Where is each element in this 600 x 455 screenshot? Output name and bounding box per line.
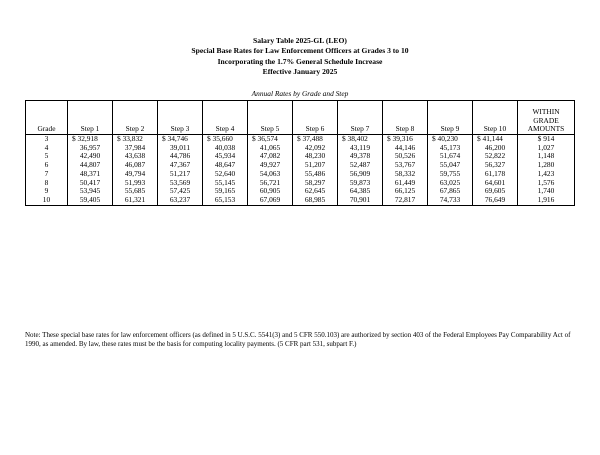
step-9-cell: 59,755 bbox=[428, 170, 473, 179]
step-8-header: Step 8 bbox=[383, 101, 428, 135]
step-2-cell: 55,685 bbox=[113, 187, 158, 196]
step-1-cell: $ 32,918 bbox=[68, 135, 113, 144]
step-1-cell: 42,490 bbox=[68, 152, 113, 161]
step-6-cell: 55,486 bbox=[293, 170, 338, 179]
header-line-4: Effective January 2025 bbox=[262, 67, 338, 77]
within-grade-amounts-header: WITHIN GRADE AMOUNTS bbox=[518, 101, 575, 135]
step-7-cell: $ 38,402 bbox=[338, 135, 383, 144]
step-3-cell: 57,425 bbox=[158, 187, 203, 196]
step-6-cell: 42,092 bbox=[293, 144, 338, 153]
step-3-cell: 53,569 bbox=[158, 179, 203, 188]
grade-cell: 9 bbox=[26, 187, 68, 196]
step-10-cell: 61,178 bbox=[473, 170, 518, 179]
step-9-cell: $ 40,230 bbox=[428, 135, 473, 144]
step-1-cell: 50,417 bbox=[68, 179, 113, 188]
step-9-cell: 51,674 bbox=[428, 152, 473, 161]
step-3-cell: $ 34,746 bbox=[158, 135, 203, 144]
step-9-header: Step 9 bbox=[428, 101, 473, 135]
grade-cell: 10 bbox=[26, 196, 68, 205]
step-1-cell: 59,405 bbox=[68, 196, 113, 205]
step-5-cell: 47,082 bbox=[248, 152, 293, 161]
grade-cell: 8 bbox=[26, 179, 68, 188]
within-grade-amount-cell: 1,423 bbox=[518, 170, 575, 179]
page-title: Salary Table 2025-GL (LEO) bbox=[253, 36, 347, 45]
step-7-cell: 64,385 bbox=[338, 187, 383, 196]
step-6-cell: 68,985 bbox=[293, 196, 338, 205]
step-4-cell: 59,165 bbox=[203, 187, 248, 196]
step-9-cell: 67,865 bbox=[428, 187, 473, 196]
table-subtitle: Annual Rates by Grade and Step bbox=[251, 89, 349, 98]
step-8-cell: 50,526 bbox=[383, 152, 428, 161]
within-grade-amount-cell: 1,576 bbox=[518, 179, 575, 188]
step-2-cell: 51,993 bbox=[113, 179, 158, 188]
step-5-cell: 67,069 bbox=[248, 196, 293, 205]
step-10-cell: 52,822 bbox=[473, 152, 518, 161]
step-6-header: Step 6 bbox=[293, 101, 338, 135]
step-8-cell: 61,449 bbox=[383, 179, 428, 188]
step-10-cell: 69,605 bbox=[473, 187, 518, 196]
step-6-cell: 51,207 bbox=[293, 161, 338, 170]
step-5-header: Step 5 bbox=[248, 101, 293, 135]
step-7-cell: 52,487 bbox=[338, 161, 383, 170]
within-grade-amount-cell: 1,916 bbox=[518, 196, 575, 205]
step-8-cell: 72,817 bbox=[383, 196, 428, 205]
step-4-cell: 48,647 bbox=[203, 161, 248, 170]
step-6-cell: $ 37,488 bbox=[293, 135, 338, 144]
step-4-cell: 65,153 bbox=[203, 196, 248, 205]
step-1-header: Step 1 bbox=[68, 101, 113, 135]
step-3-cell: 63,237 bbox=[158, 196, 203, 205]
step-4-cell: 45,934 bbox=[203, 152, 248, 161]
table-row bbox=[26, 196, 575, 205]
step-7-cell: 70,901 bbox=[338, 196, 383, 205]
grade-cell: 6 bbox=[26, 161, 68, 170]
within-grade-amount-cell: 1,027 bbox=[518, 144, 575, 153]
step-5-cell: 49,927 bbox=[248, 161, 293, 170]
step-10-cell: 64,601 bbox=[473, 179, 518, 188]
header-line-3: Incorporating the 1.7% General Schedule Increase bbox=[217, 56, 383, 66]
step-4-cell: 55,145 bbox=[203, 179, 248, 188]
step-8-cell: 44,146 bbox=[383, 144, 428, 153]
step-6-cell: 62,645 bbox=[293, 187, 338, 196]
step-10-cell: 46,200 bbox=[473, 144, 518, 153]
within-grade-amount-cell: 1,740 bbox=[518, 187, 575, 196]
step-2-cell: 61,321 bbox=[113, 196, 158, 205]
step-2-header: Step 2 bbox=[113, 101, 158, 135]
step-5-cell: 56,721 bbox=[248, 179, 293, 188]
step-7-cell: 49,378 bbox=[338, 152, 383, 161]
step-3-cell: 44,786 bbox=[158, 152, 203, 161]
step-3-cell: 39,011 bbox=[158, 144, 203, 153]
header-row bbox=[26, 101, 575, 135]
step-4-cell: $ 35,660 bbox=[203, 135, 248, 144]
step-3-cell: 47,367 bbox=[158, 161, 203, 170]
step-6-cell: 48,230 bbox=[293, 152, 338, 161]
step-10-cell: $ 41,144 bbox=[473, 135, 518, 144]
step-1-cell: 36,957 bbox=[68, 144, 113, 153]
step-9-cell: 74,733 bbox=[428, 196, 473, 205]
step-5-cell: 41,065 bbox=[248, 144, 293, 153]
step-4-header: Step 4 bbox=[203, 101, 248, 135]
table-body bbox=[26, 135, 575, 206]
step-5-cell: 54,063 bbox=[248, 170, 293, 179]
table-header bbox=[0, 36, 600, 78]
within-grade-amount-cell: 1,280 bbox=[518, 161, 575, 170]
grade-cell: 5 bbox=[26, 152, 68, 161]
step-3-header: Step 3 bbox=[158, 101, 203, 135]
header-line-2: Special Base Rates for Law Enforcement Officers at Grades 3 to 10 bbox=[191, 46, 409, 56]
salary-table bbox=[25, 100, 575, 206]
grade-column-header: Grade bbox=[26, 101, 68, 135]
step-10-cell: 76,649 bbox=[473, 196, 518, 205]
within-grade-amount-cell: $ 914 bbox=[518, 135, 575, 144]
step-4-cell: 52,640 bbox=[203, 170, 248, 179]
step-10-header: Step 10 bbox=[473, 101, 518, 135]
step-5-cell: $ 36,574 bbox=[248, 135, 293, 144]
step-4-cell: 40,038 bbox=[203, 144, 248, 153]
step-7-cell: 43,119 bbox=[338, 144, 383, 153]
step-1-cell: 53,945 bbox=[68, 187, 113, 196]
step-8-cell: 53,767 bbox=[383, 161, 428, 170]
grade-cell: 3 bbox=[26, 135, 68, 144]
step-2-cell: 46,087 bbox=[113, 161, 158, 170]
step-10-cell: 56,327 bbox=[473, 161, 518, 170]
step-7-cell: 59,873 bbox=[338, 179, 383, 188]
step-2-cell: $ 33,832 bbox=[113, 135, 158, 144]
step-2-cell: 37,984 bbox=[113, 144, 158, 153]
step-5-cell: 60,905 bbox=[248, 187, 293, 196]
step-7-cell: 56,909 bbox=[338, 170, 383, 179]
step-8-cell: 58,332 bbox=[383, 170, 428, 179]
grade-cell: 7 bbox=[26, 170, 68, 179]
step-8-cell: 66,125 bbox=[383, 187, 428, 196]
step-1-cell: 44,807 bbox=[68, 161, 113, 170]
within-grade-amount-cell: 1,148 bbox=[518, 152, 575, 161]
grade-cell: 4 bbox=[26, 144, 68, 153]
footnote: Note: These special base rates for law enforcement officers (as defined in 5 U.S.C. 5541(3) and 5 CFR 550.103) are authorized by section 403 of the Federal Employees Pay Comparability Act of 1990, as amended. By law, these rates must be the basis for computing locality payments. (5 CFR part 531, subpart F.) bbox=[25, 331, 571, 349]
step-2-cell: 43,638 bbox=[113, 152, 158, 161]
step-8-cell: $ 39,316 bbox=[383, 135, 428, 144]
step-9-cell: 55,047 bbox=[428, 161, 473, 170]
step-6-cell: 58,297 bbox=[293, 179, 338, 188]
step-7-header: Step 7 bbox=[338, 101, 383, 135]
step-1-cell: 48,371 bbox=[68, 170, 113, 179]
step-2-cell: 49,794 bbox=[113, 170, 158, 179]
step-9-cell: 63,025 bbox=[428, 179, 473, 188]
step-3-cell: 51,217 bbox=[158, 170, 203, 179]
step-9-cell: 45,173 bbox=[428, 144, 473, 153]
